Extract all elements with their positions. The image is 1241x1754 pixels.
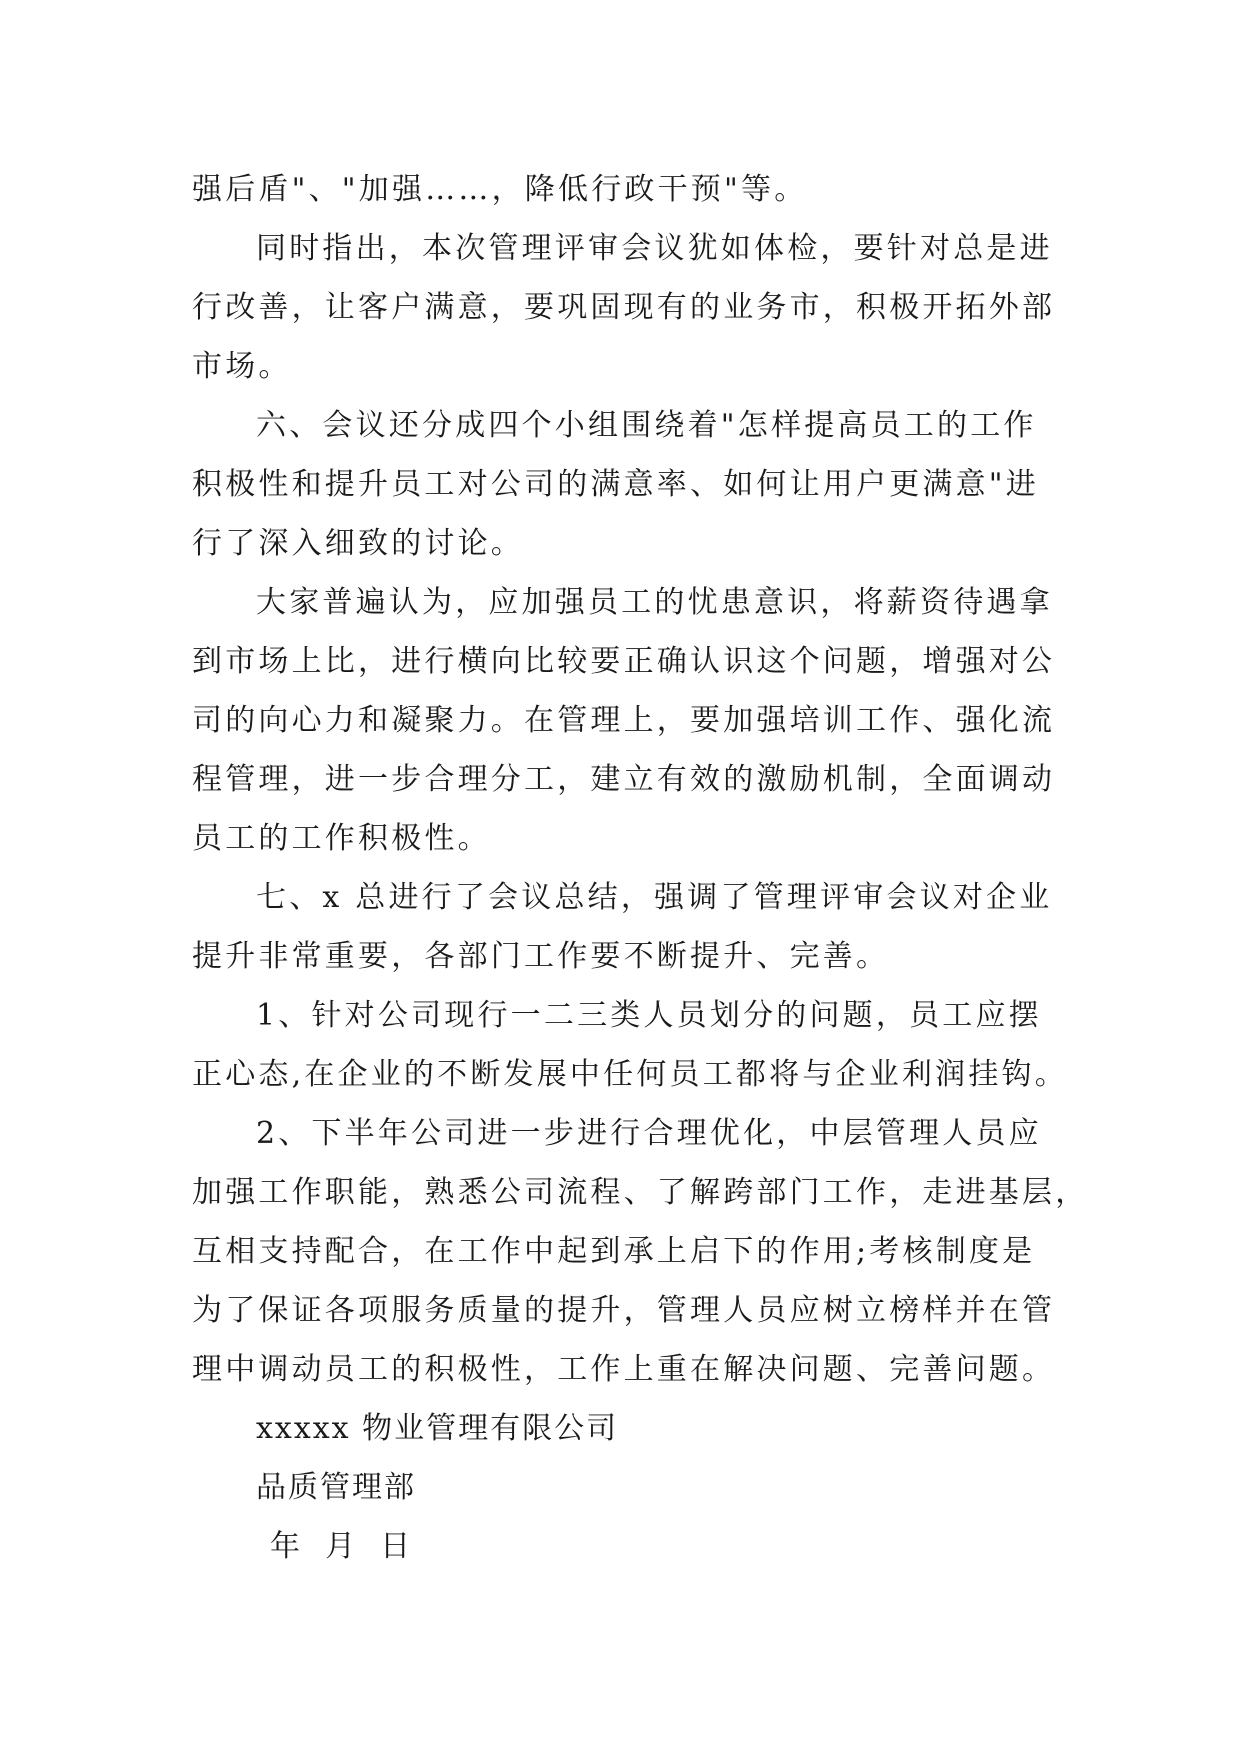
document-body <box>192 160 1089 1399</box>
paragraph-line: 1、针对公司现行一二三类人员划分的问题，员工应摆 <box>256 998 1042 1033</box>
paragraph-line: 强后盾"、"加强……，降低行政干预"等。 <box>192 172 808 207</box>
paragraph-line: 大家普遍认为，应加强员工的忧患意识，将薪资待遇拿 <box>256 585 1053 620</box>
paragraph-line: 六、会议还分成四个小组围绕着"怎样提高员工的工作 <box>256 408 1037 443</box>
paragraph-line: 为了保证各项服务质量的提升，管理人员应树立榜样并在管 <box>192 1293 1056 1328</box>
paragraph-line: 行改善，让客户满意，要巩固现有的业务市，积极开拓外部 <box>192 290 1056 325</box>
paragraph-line: 2、下半年公司进一步进行合理优化，中层管理人员应 <box>256 1116 1042 1151</box>
paragraph-line: 提升非常重要，各部门工作要不断提升、完善。 <box>192 939 890 974</box>
paragraph-line: 正心态,在企业的不断发展中任何员工都将与企业利润挂钩。 <box>192 1057 1068 1092</box>
signature-department: 品质管理部 <box>256 1470 416 1505</box>
paragraph-line: 市场。 <box>192 349 292 384</box>
paragraph-line: 同时指出，本次管理评审会议犹如体检，要针对总是进 <box>256 231 1053 266</box>
paragraph-line: 行了深入细致的讨论。 <box>192 526 524 561</box>
signature-company: xxxxx 物业管理有限公司 <box>256 1411 619 1446</box>
paragraph-line: 互相支持配合，在工作中起到承上启下的作用;考核制度是 <box>192 1234 1036 1269</box>
paragraph-line: 程管理，进一步合理分工，建立有效的激励机制，全面调动 <box>192 762 1056 797</box>
paragraph-line: 理中调动员工的积极性，工作上重在解决问题、完善问题。 <box>192 1352 1056 1387</box>
paragraph-line: 到市场上比，进行横向比较要正确认识这个问题，增强对公 <box>192 644 1056 679</box>
paragraph-line: 七、x 总进行了会议总结，强调了管理评审会议对企业 <box>256 880 1053 915</box>
paragraph-line: 加强工作职能，熟悉公司流程、了解跨部门工作，走进基层， <box>192 1175 1089 1210</box>
signature-date: 年 月 日 <box>270 1529 413 1564</box>
paragraph-line: 积极性和提升员工对公司的满意率、如何让用户更满意"进 <box>192 467 1039 502</box>
paragraph-line: 司的向心力和凝聚力。在管理上，要加强培训工作、强化流 <box>192 703 1056 738</box>
document-page <box>192 160 1089 1576</box>
paragraph-line: 员工的工作积极性。 <box>192 821 491 856</box>
